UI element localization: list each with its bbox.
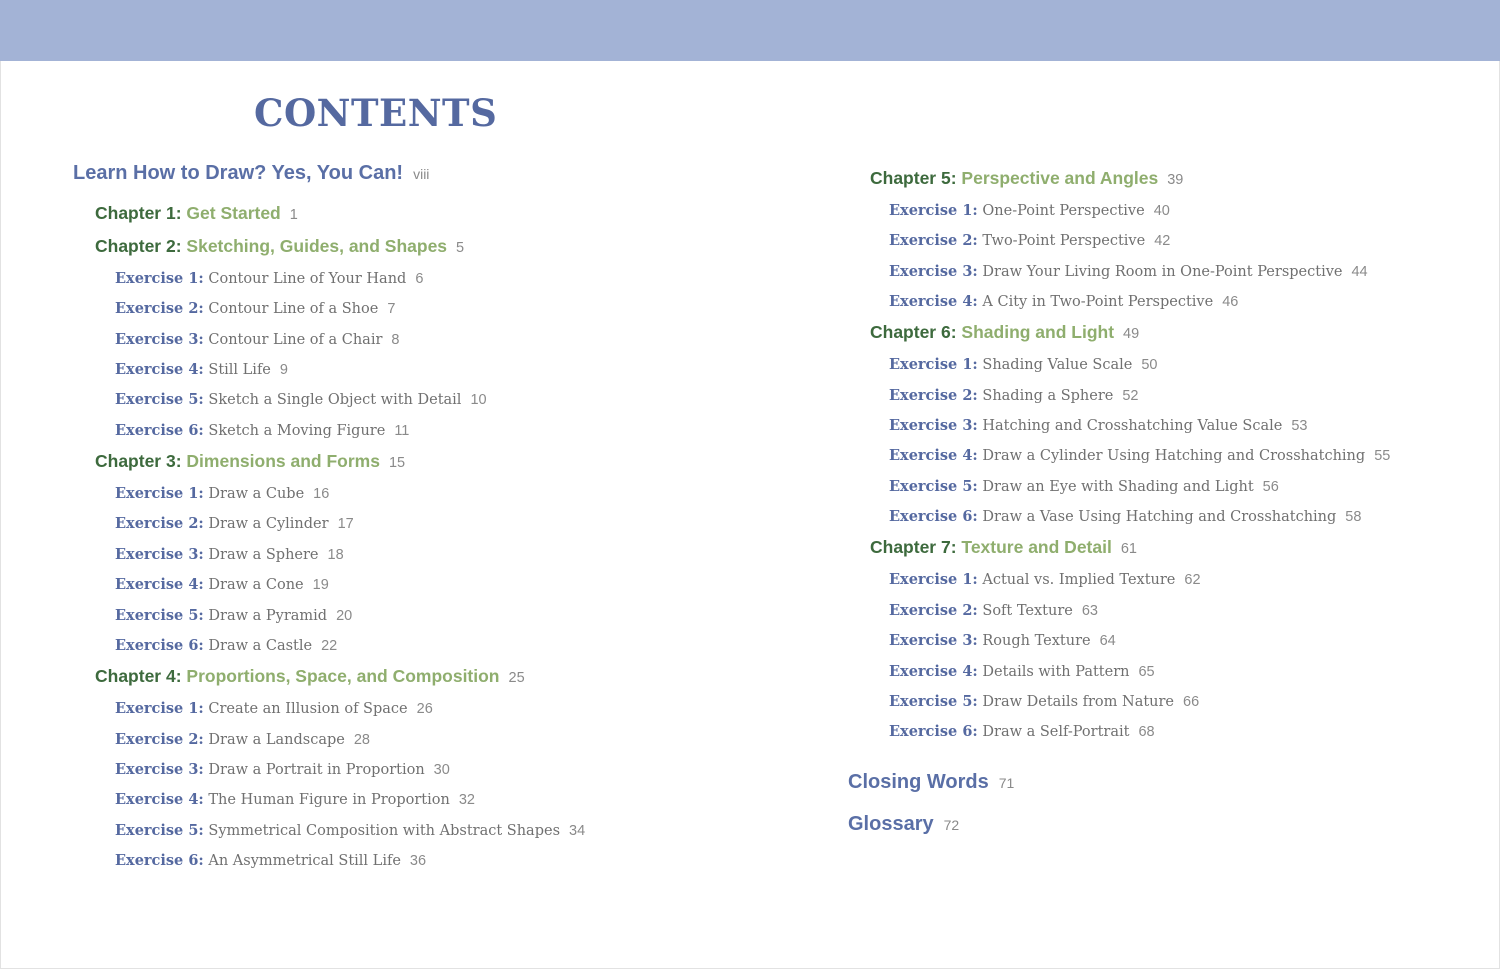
chapter-title: Texture and Detail — [961, 537, 1112, 557]
toc-exercise[interactable] — [115, 790, 475, 810]
page-number: 17 — [337, 516, 354, 532]
toc-exercise[interactable] — [115, 360, 288, 380]
exercise-title: Shading a Sphere — [982, 388, 1114, 404]
page-number: 26 — [416, 701, 433, 717]
exercise-label: Exercise 5: — [115, 391, 204, 408]
exercise-title: Draw a Pyramid — [208, 608, 328, 624]
toc-exercise[interactable] — [889, 601, 1098, 621]
toc-exercise[interactable] — [115, 760, 450, 780]
page-number: 34 — [569, 823, 586, 839]
exercise-title: Sketch a Moving Figure — [208, 423, 386, 439]
exercise-label: Exercise 6: — [889, 508, 978, 525]
page-number: 61 — [1120, 541, 1137, 557]
exercise-label: Exercise 2: — [889, 387, 978, 404]
exercise-title: Draw a Cube — [208, 486, 305, 502]
exercise-title: Draw a Landscape — [208, 732, 345, 748]
exercise-title: Shading Value Scale — [982, 357, 1133, 373]
toc-exercise[interactable] — [115, 514, 354, 534]
toc-exercise[interactable] — [889, 446, 1390, 466]
page-number: 53 — [1291, 418, 1308, 434]
exercise-title: Hatching and Crosshatching Value Scale — [982, 418, 1283, 434]
page-number: 46 — [1222, 294, 1239, 310]
exercise-label: Exercise 5: — [889, 693, 978, 710]
exercise-title: Draw Details from Nature — [982, 694, 1175, 710]
exercise-label: Exercise 2: — [115, 731, 204, 748]
toc-exercise[interactable] — [889, 662, 1155, 682]
toc-exercise[interactable] — [889, 570, 1201, 590]
toc-exercise[interactable] — [115, 299, 395, 319]
exercise-label: Exercise 4: — [115, 361, 204, 378]
toc-exercise[interactable] — [115, 575, 329, 595]
exercise-title: Soft Texture — [982, 603, 1073, 619]
chapter-title: Sketching, Guides, and Shapes — [186, 236, 448, 256]
page-number: 52 — [1122, 388, 1139, 404]
exercise-title: An Asymmetrical Still Life — [208, 853, 401, 869]
toc-exercise[interactable] — [115, 421, 409, 441]
page-number: 71 — [998, 775, 1015, 791]
page-number: 62 — [1184, 572, 1201, 588]
exercise-title: Draw a Sphere — [208, 547, 319, 563]
toc-chapter-2[interactable] — [95, 234, 464, 260]
page-number: 68 — [1138, 724, 1155, 740]
exercise-title: A City in Two-Point Perspective — [982, 294, 1214, 310]
chapter-title: Perspective and Angles — [961, 168, 1159, 188]
page-number: 15 — [388, 455, 406, 471]
chapter-label: Chapter 5: — [870, 168, 957, 188]
exercise-label: Exercise 1: — [889, 202, 978, 219]
page-number: 55 — [1374, 448, 1391, 464]
page-number: 72 — [943, 817, 960, 833]
toc-exercise[interactable] — [889, 477, 1279, 497]
page-number: 5 — [456, 240, 465, 256]
chapter-label: Chapter 1: — [95, 203, 182, 223]
exercise-label: Exercise 2: — [115, 515, 204, 532]
exercise-label: Exercise 5: — [115, 822, 204, 839]
exercise-label: Exercise 2: — [889, 232, 978, 249]
toc-exercise[interactable] — [115, 699, 433, 719]
page-number: 30 — [433, 762, 450, 778]
exercise-label: Exercise 4: — [115, 576, 204, 593]
page-number: 25 — [508, 670, 525, 686]
toc-exercise[interactable] — [115, 390, 487, 410]
exercise-label: Exercise 1: — [889, 356, 978, 373]
exercise-label: Exercise 2: — [889, 602, 978, 619]
exercise-label: Exercise 6: — [115, 422, 204, 439]
page-number: 42 — [1154, 233, 1171, 249]
page-number: 65 — [1138, 664, 1155, 680]
page-number: 56 — [1262, 479, 1279, 495]
page-number: 44 — [1351, 264, 1368, 280]
toc-exercise[interactable] — [889, 631, 1116, 651]
exercise-label: Exercise 2: — [115, 300, 204, 317]
exercise-label: Exercise 6: — [889, 723, 978, 740]
page-number: 64 — [1099, 633, 1116, 649]
exercise-label: Exercise 3: — [889, 417, 978, 434]
exercise-label: Exercise 1: — [115, 270, 204, 287]
page-number: 22 — [321, 638, 338, 654]
chapter-label: Chapter 4: — [95, 666, 182, 686]
page-number: 11 — [394, 423, 410, 439]
exercise-label: Exercise 1: — [115, 485, 204, 502]
exercise-title: Symmetrical Composition with Abstract Shapes — [208, 823, 561, 839]
chapter-label: Chapter 2: — [95, 236, 182, 256]
page-number: 49 — [1123, 326, 1140, 342]
toc-exercise[interactable] — [889, 416, 1308, 436]
toc-exercise[interactable] — [889, 386, 1139, 406]
toc-exercise[interactable] — [115, 269, 423, 289]
section-title: Learn How to Draw? Yes, You Can! — [73, 162, 404, 184]
exercise-title: Sketch a Single Object with Detail — [208, 392, 462, 408]
exercise-title: Two-Point Perspective — [982, 233, 1146, 249]
page-number: 1 — [289, 207, 298, 223]
exercise-label: Exercise 5: — [115, 607, 204, 624]
toc-section-glossary[interactable] — [848, 811, 959, 838]
toc-exercise[interactable] — [115, 606, 352, 626]
page-number: 10 — [470, 392, 487, 408]
exercise-label: Exercise 5: — [889, 478, 978, 495]
page-number: 32 — [458, 792, 475, 808]
chapter-title: Shading and Light — [961, 322, 1115, 342]
toc-exercise[interactable] — [889, 292, 1238, 312]
toc-chapter-6[interactable] — [870, 320, 1139, 346]
exercise-title: Draw a Cylinder Using Hatching and Crosshatching — [982, 448, 1366, 464]
exercise-title: Draw a Cone — [208, 577, 304, 593]
exercise-label: Exercise 3: — [115, 546, 204, 563]
page-number: 20 — [336, 608, 353, 624]
exercise-title: Create an Illusion of Space — [208, 701, 408, 717]
page-number: 36 — [409, 853, 427, 869]
exercise-title: Still Life — [208, 362, 271, 378]
exercise-title: One-Point Perspective — [982, 203, 1145, 219]
exercise-title: Contour Line of Your Hand — [208, 271, 407, 287]
toc-section-intro[interactable] — [73, 160, 429, 187]
page-number: 18 — [327, 547, 344, 563]
exercise-label: Exercise 3: — [889, 632, 978, 649]
page-number: 6 — [415, 271, 424, 287]
exercise-label: Exercise 4: — [889, 663, 978, 680]
page-number: 66 — [1183, 694, 1200, 710]
exercise-title: Draw a Self-Portrait — [982, 724, 1130, 740]
page-number: 8 — [391, 332, 400, 348]
exercise-label: Exercise 3: — [115, 761, 204, 778]
exercise-label: Exercise 6: — [115, 637, 204, 654]
exercise-title: Draw a Cylinder — [208, 516, 329, 532]
exercise-title: Draw Your Living Room in One-Point Perspective — [982, 264, 1343, 280]
toc-exercise[interactable] — [115, 545, 344, 565]
toc-exercise[interactable] — [889, 231, 1170, 251]
page-title: CONTENTS — [254, 91, 498, 135]
toc-chapter-5[interactable] — [870, 166, 1183, 192]
toc-exercise[interactable] — [115, 821, 585, 841]
page-number: viii — [413, 166, 430, 182]
chapter-label: Chapter 6: — [870, 322, 957, 342]
exercise-title: Contour Line of a Chair — [208, 332, 383, 348]
exercise-label: Exercise 4: — [115, 791, 204, 808]
exercise-title: Draw a Castle — [208, 638, 313, 654]
chapter-title: Get Started — [186, 203, 281, 223]
toc-chapter-3[interactable] — [95, 449, 405, 475]
toc-exercise[interactable] — [115, 330, 399, 350]
page-number: 58 — [1345, 509, 1362, 525]
exercise-label: Exercise 3: — [889, 263, 978, 280]
exercise-title: The Human Figure in Proportion — [208, 792, 450, 808]
chapter-label: Chapter 3: — [95, 451, 182, 471]
top-color-band — [0, 0, 1500, 61]
toc-exercise[interactable] — [889, 262, 1368, 282]
toc-chapter-4[interactable] — [95, 664, 525, 690]
chapter-label: Chapter 7: — [870, 537, 957, 557]
page-number: 63 — [1081, 603, 1098, 619]
toc-exercise[interactable] — [889, 692, 1199, 712]
exercise-title: Draw a Vase Using Hatching and Crosshatching — [982, 509, 1337, 525]
toc-exercise[interactable] — [889, 507, 1361, 527]
exercise-label: Exercise 4: — [889, 447, 978, 464]
page-number: 16 — [313, 486, 330, 502]
toc-section-closing-words[interactable] — [848, 769, 1014, 796]
toc-exercise[interactable] — [115, 730, 370, 750]
toc-chapter-1[interactable] — [95, 201, 298, 227]
exercise-title: Contour Line of a Shoe — [208, 301, 379, 317]
exercise-label: Exercise 3: — [115, 331, 204, 348]
toc-exercise[interactable] — [889, 201, 1170, 221]
page-number: 9 — [279, 362, 288, 378]
page-number: 50 — [1141, 357, 1158, 373]
page-number: 28 — [353, 732, 370, 748]
page-number: 19 — [312, 577, 329, 593]
toc-exercise[interactable] — [115, 636, 337, 656]
chapter-title: Proportions, Space, and Composition — [186, 666, 500, 686]
exercise-label: Exercise 4: — [889, 293, 978, 310]
exercise-title: Rough Texture — [982, 633, 1091, 649]
exercise-title: Draw an Eye with Shading and Light — [982, 479, 1254, 495]
exercise-label: Exercise 1: — [889, 571, 978, 588]
toc-exercise[interactable] — [889, 722, 1155, 742]
toc-exercise[interactable] — [115, 851, 426, 871]
toc-exercise[interactable] — [889, 355, 1157, 375]
exercise-title: Actual vs. Implied Texture — [982, 572, 1176, 588]
exercise-title: Draw a Portrait in Proportion — [208, 762, 425, 778]
page-number: 40 — [1153, 203, 1170, 219]
chapter-title: Dimensions and Forms — [186, 451, 380, 471]
exercise-label: Exercise 1: — [115, 700, 204, 717]
exercise-title: Details with Pattern — [982, 664, 1130, 680]
exercise-label: Exercise 6: — [115, 852, 204, 869]
section-title: Closing Words — [848, 771, 989, 793]
page-number: 7 — [387, 301, 396, 317]
section-title: Glossary — [848, 813, 934, 835]
toc-chapter-7[interactable] — [870, 535, 1137, 561]
toc-exercise[interactable] — [115, 484, 329, 504]
page-number: 39 — [1167, 172, 1184, 188]
